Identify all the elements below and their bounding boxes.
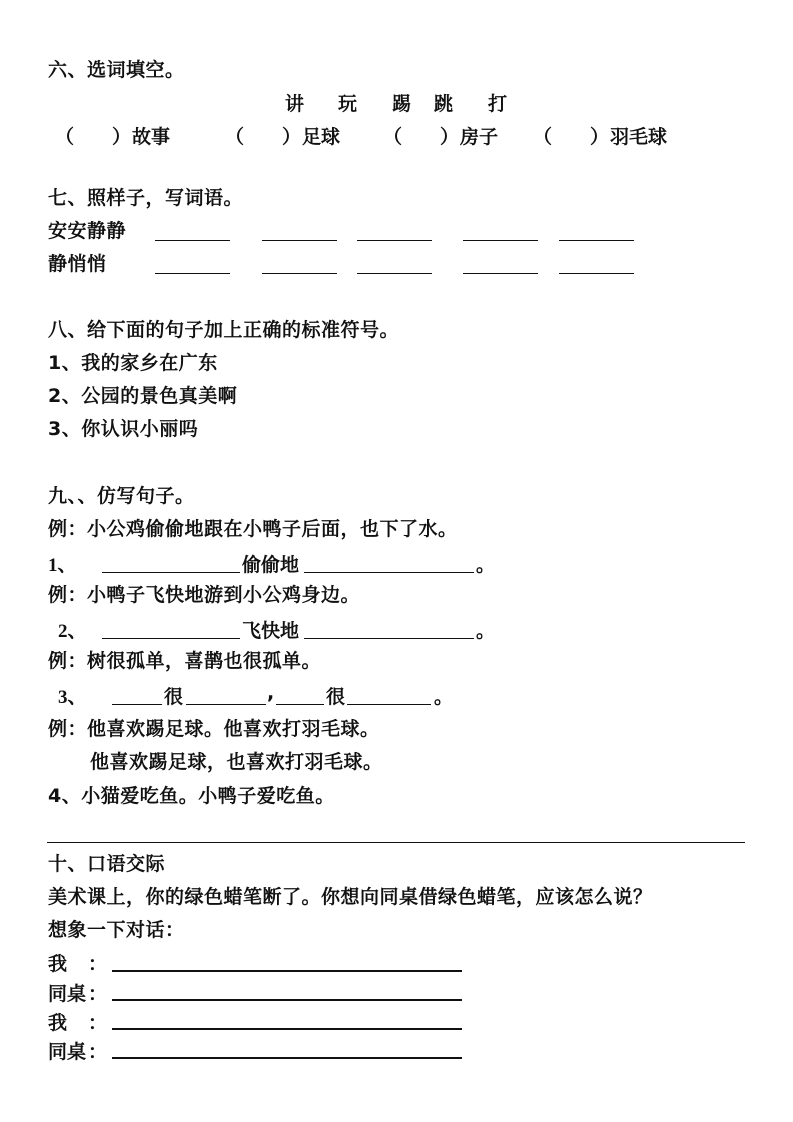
speaker-label: 同桌 (48, 1041, 87, 1063)
dialog-answer-line[interactable] (112, 1028, 462, 1030)
dialog-answer-line[interactable] (112, 970, 462, 972)
answer-blank[interactable] (155, 240, 230, 241)
example-sentence: 例：树很孤单，喜鹊也很孤单。 (48, 650, 322, 672)
section-eight-title: 八、给下面的句子加上正确的标准符号。 (48, 319, 400, 341)
item-number: 1、 (48, 555, 77, 576)
dialog-instruction: 想象一下对话： (48, 919, 185, 941)
fill-item-text: 羽毛球 (610, 126, 668, 148)
key-word: 偷偷地 (242, 554, 300, 576)
item-number: 2、 (58, 621, 87, 642)
answer-blank[interactable] (102, 638, 240, 639)
close-paren: ） (590, 126, 610, 148)
answer-blank[interactable] (304, 638, 474, 639)
imitation-item-4: 4、小猫爱吃鱼。小鸭子爱吃鱼。 (48, 785, 335, 807)
fill-item-text: 房子 (460, 126, 499, 148)
section-ten-title: 十、口语交际 (48, 853, 166, 875)
example-sentence: 例：他喜欢踢足球。他喜欢打羽毛球。 (48, 718, 380, 740)
speaker-label: 我 (48, 953, 68, 975)
answer-blank[interactable] (276, 704, 324, 705)
open-paren: （ (383, 126, 403, 148)
dialog-answer-line[interactable] (112, 1057, 462, 1059)
colon: ： (88, 983, 108, 1005)
period: 。 (476, 554, 496, 576)
colon: ： (88, 953, 108, 975)
open-paren: （ (55, 126, 75, 148)
section-nine-title: 九、、仿写句子。 (48, 485, 195, 507)
colon: ： (88, 1041, 108, 1063)
answer-blank[interactable] (463, 273, 538, 274)
example-sentence: 例：小公鸡偷偷地跟在小鸭子后面，也下了水。 (48, 518, 458, 540)
answer-blank[interactable] (262, 273, 337, 274)
speaker-label: 我 (48, 1012, 68, 1034)
answer-blank[interactable] (112, 704, 162, 705)
punctuation-item: 2、公园的景色真美啊 (48, 385, 238, 407)
answer-blank[interactable] (102, 572, 240, 573)
dialog-answer-line[interactable] (112, 999, 462, 1001)
answer-blank[interactable] (155, 273, 230, 274)
fill-item-text: 故事 (132, 126, 171, 148)
answer-blank[interactable] (347, 704, 431, 705)
example-sentence: 例：小鸭子飞快地游到小公鸡身边。 (48, 584, 361, 606)
answer-blank[interactable] (463, 240, 538, 241)
close-paren: ） (282, 126, 302, 148)
speaker-label: 同桌 (48, 983, 87, 1005)
answer-blank[interactable] (262, 240, 337, 241)
word-bank-item: 讲 (285, 93, 305, 115)
open-paren: （ (533, 126, 553, 148)
word-bank-item: 打 (488, 93, 508, 115)
word-bank-item: 玩 (338, 93, 358, 115)
example-sentence-combined: 他喜欢踢足球，也喜欢打羽毛球。 (90, 751, 383, 773)
answer-blank[interactable] (559, 240, 634, 241)
punctuation-item: 1、我的家乡在广东 (48, 352, 218, 374)
key-word: 很 (326, 686, 346, 708)
answer-blank[interactable] (304, 572, 474, 573)
colon: ： (88, 1012, 108, 1034)
item-number: 3、 (58, 687, 87, 708)
period: 。 (476, 620, 496, 642)
section-divider (47, 842, 745, 843)
answer-blank[interactable] (559, 273, 634, 274)
answer-blank[interactable] (357, 273, 432, 274)
section-six-title: 六、选词填空。 (48, 59, 185, 81)
word-bank-item: 踢 (392, 93, 412, 115)
period: 。 (434, 686, 454, 708)
key-word: 很 (164, 686, 184, 708)
comma: , (267, 682, 275, 704)
close-paren: ） (112, 126, 132, 148)
open-paren: （ (225, 126, 245, 148)
key-word: 飞快地 (242, 620, 300, 642)
answer-blank[interactable] (357, 240, 432, 241)
answer-blank[interactable] (186, 704, 266, 705)
punctuation-item: 3、你认识小丽吗 (48, 418, 199, 440)
fill-item-text: 足球 (302, 126, 341, 148)
scenario-prompt: 美术课上，你的绿色蜡笔断了。你想向同桌借绿色蜡笔，应该怎么说？ (48, 886, 653, 908)
word-bank-item: 跳 (434, 93, 454, 115)
pattern-example: 安安静静 (48, 220, 127, 242)
pattern-example: 静悄悄 (48, 253, 107, 275)
section-seven-title: 七、照样子，写词语。 (48, 187, 244, 209)
close-paren: ） (440, 126, 460, 148)
